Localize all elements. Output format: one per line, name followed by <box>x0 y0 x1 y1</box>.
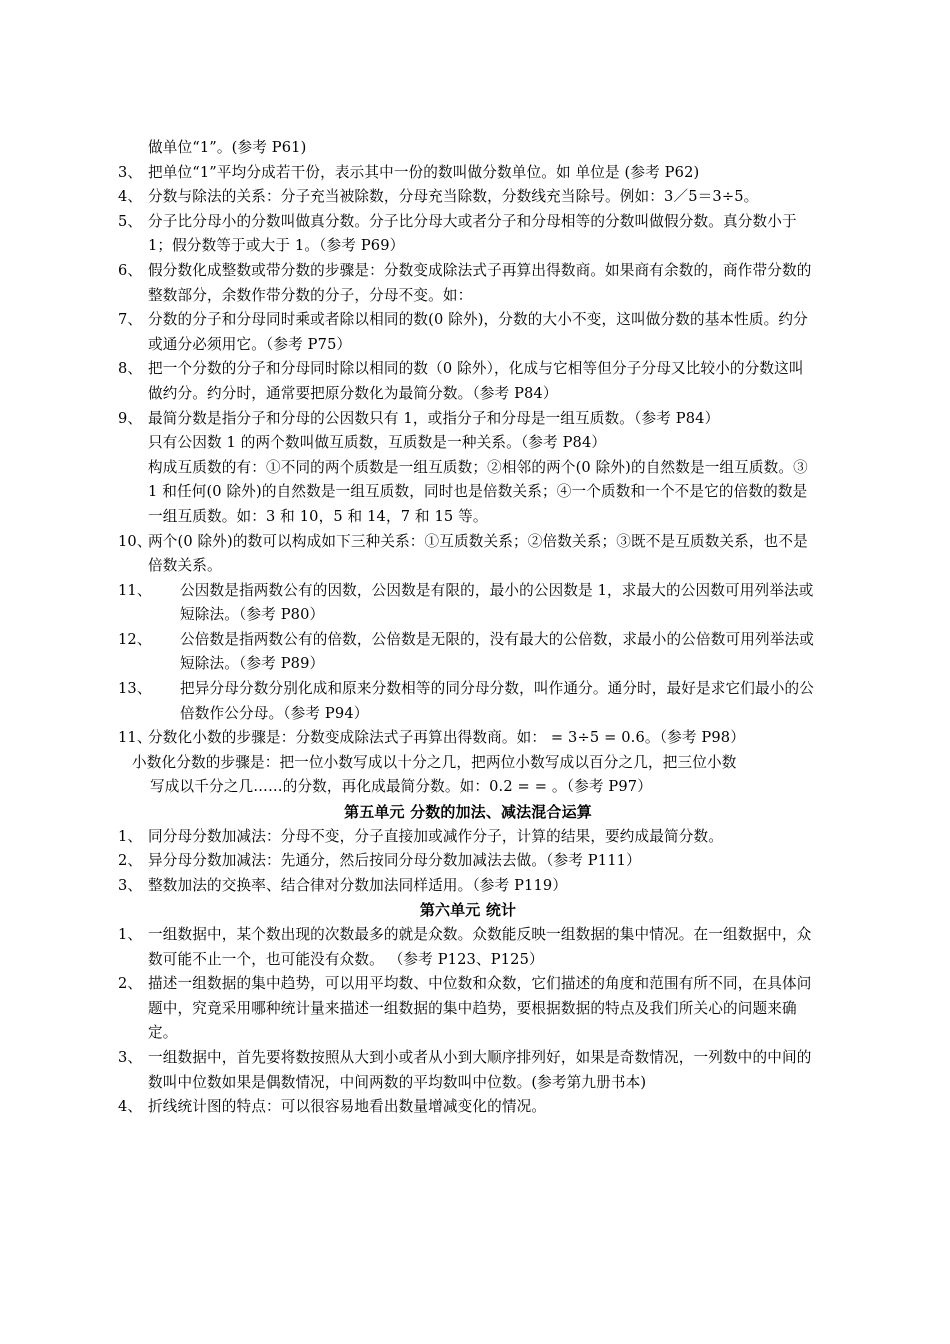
item-number: 11、 <box>118 729 152 747</box>
item-text: 两个(0 除外)的数可以构成如下三种关系：①互质数关系；②倍数关系；③既不是互质数关系，也不是倍数关系。 <box>148 532 808 575</box>
item-number: 3、 <box>118 163 143 181</box>
item-text: 把一个分数的分子和分母同时除以相同的数（0 除外），化成与它相等但分子分母又比较小的分数这叫做约分。约分时，通常要把原分数化为最简分数。（参考 P84） <box>148 360 804 402</box>
item-text: 一组数据中，某个数出现的次数最多的就是众数。众数能反映一组数据的集中情况。在一组数据中，众数可能不止一个，也可能没有众数。 （参考 P123、P125） <box>148 926 812 968</box>
item-continuation: 只有公因数 1 的两个数叫做互质数，互质数是一种关系。（参考 P84） <box>148 434 607 452</box>
list-item <box>118 1046 818 1095</box>
item-number: 13、 <box>118 680 152 698</box>
item-number: 5、 <box>118 212 143 230</box>
item-number: 12、 <box>118 630 152 648</box>
item-text: 折线统计图的特点：可以很容易地看出数量增减变化的情况。 <box>148 1098 547 1116</box>
list-item <box>118 357 818 406</box>
item-text: 分数的分子和分母同时乘或者除以相同的数(0 除外)，分数的大小不变，这叫做分数的基本性质。约分或通分必须用它。（参考 P75） <box>148 311 808 353</box>
item-number: 11、 <box>118 581 152 599</box>
item-number: 7、 <box>118 311 143 329</box>
item-number: 2、 <box>118 852 143 870</box>
item-continuation: 构成互质数的有：①不同的两个质数是一组互质数；②相邻的两个(0 除外)的自然数是一组互质数。③ 1 和任何(0 除外)的自然数是一组互质数，同时也是倍数关系；④一个质数和一个不是它的倍数的数是一组互质数。如：3 和 10，5 和 14，7 和 15 等。 <box>148 458 808 525</box>
item-text: 分数化小数的步骤是：分数变成除法式子再算出得数商。如： = 3÷5 = 0.6。（参考 P98） <box>148 729 745 747</box>
list-item <box>118 628 818 677</box>
item-text: 假分数化成整数或带分数的步骤是：分数变成除法式子再算出得数商。如果商有余数的，商作带分数的整数部分，余数作带分数的分子，分母不变。如： <box>148 261 812 304</box>
item-text: 公因数是指两数公有的因数，公因数是有限的，最小的公因数是 1，求最大的公因数可用列举法或短除法。（参考 P80） <box>180 581 814 624</box>
list-item <box>118 726 818 751</box>
item-text: 公倍数是指两数公有的倍数，公倍数是无限的，没有最大的公倍数，求最小的公倍数可用列举法或短除法。（参考 P89） <box>180 630 814 673</box>
item-text: 整数加法的交换率、结合律对分数加法同样适用。（参考 P119） <box>148 876 568 894</box>
list-item <box>118 530 818 579</box>
item-number: 4、 <box>118 188 143 206</box>
list-item <box>118 972 818 1046</box>
item-number: 6、 <box>118 261 143 279</box>
list-item <box>118 825 818 850</box>
list-item <box>118 308 818 357</box>
item-text: 同分母分数加减法：分母不变，分子直接加或减作分子，计算的结果，要约成最简分数。 <box>148 827 724 845</box>
list-item <box>118 161 818 186</box>
item-number: 10、 <box>118 532 152 550</box>
document-page <box>118 136 818 1120</box>
item-number: 3、 <box>118 1048 143 1066</box>
list-item <box>118 677 818 726</box>
list-item <box>118 874 818 899</box>
item-text: 分数与除法的关系：分子充当被除数，分母充当除数，分数线充当除号。例如：3／5＝3÷5。 <box>148 188 759 206</box>
list-item <box>118 210 818 259</box>
item-text: 分子比分母小的分数叫做真分数。分子比分母大或者分子和分母相等的分数叫做假分数。真分数小于 1；假分数等于或大于 1。（参考 P69） <box>148 212 797 255</box>
item-number: 9、 <box>118 409 143 427</box>
list-item <box>118 1095 818 1120</box>
decimal-to-fraction-line: 小数化分数的步骤是：把一位小数写成以十分之几，把两位小数写成以百分之几，把三位小数 <box>132 753 737 771</box>
list-item <box>118 407 818 432</box>
item-number: 2、 <box>118 975 143 993</box>
list-item <box>118 849 818 874</box>
list-item <box>118 923 818 972</box>
continued-line: 做单位“1”。(参考 P61) <box>148 139 307 156</box>
item-number: 4、 <box>118 1098 143 1116</box>
decimal-to-fraction-line: 写成以千分之几……的分数，再化成最简分数。如：0.2 = = 。（参考 P97） <box>150 778 652 796</box>
item-text: 最简分数是指分子和分母的公因数只有 1，或指分子和分母是一组互质数。（参考 P84） <box>148 409 720 427</box>
item-text: 一组数据中，首先要将数按照从大到小或者从小到大顺序排列好，如果是奇数情况，一列数中的中间的数叫中位数如果是偶数情况，中间两数的平均数叫中位数。(参考第九册书本) <box>148 1048 812 1091</box>
item-number: 1、 <box>118 926 143 943</box>
unit6-heading: 第六单元 统计 <box>419 901 517 920</box>
item-text: 把单位“1”平均分成若干份，表示其中一份的数叫做分数单位。如 单位是 (参考 P62) <box>148 163 700 181</box>
list-item <box>118 579 818 628</box>
item-number: 1、 <box>118 827 143 845</box>
item-text: 把异分母分数分别化成和原来分数相等的同分母分数，叫作通分。通分时，最好是求它们最小的公倍数作公分母。（参考 P94） <box>180 680 814 722</box>
item-text: 描述一组数据的集中趋势，可以用平均数、中位数和众数，它们描述的角度和范围有所不同，在具体问题中，究竟采用哪种统计量来描述一组数据的集中趋势，要根据数据的特点及我们所关心的问题来确定。 <box>148 975 812 1042</box>
unit5-heading: 第五单元 分数的加法、减法混合运算 <box>344 803 592 822</box>
list-item <box>118 259 818 308</box>
list-item <box>118 185 818 210</box>
item-text: 异分母分数加减法：先通分，然后按同分母分数加减法去做。（参考 P111） <box>148 852 641 870</box>
item-number: 3、 <box>118 876 143 894</box>
item-number: 8、 <box>118 360 143 378</box>
